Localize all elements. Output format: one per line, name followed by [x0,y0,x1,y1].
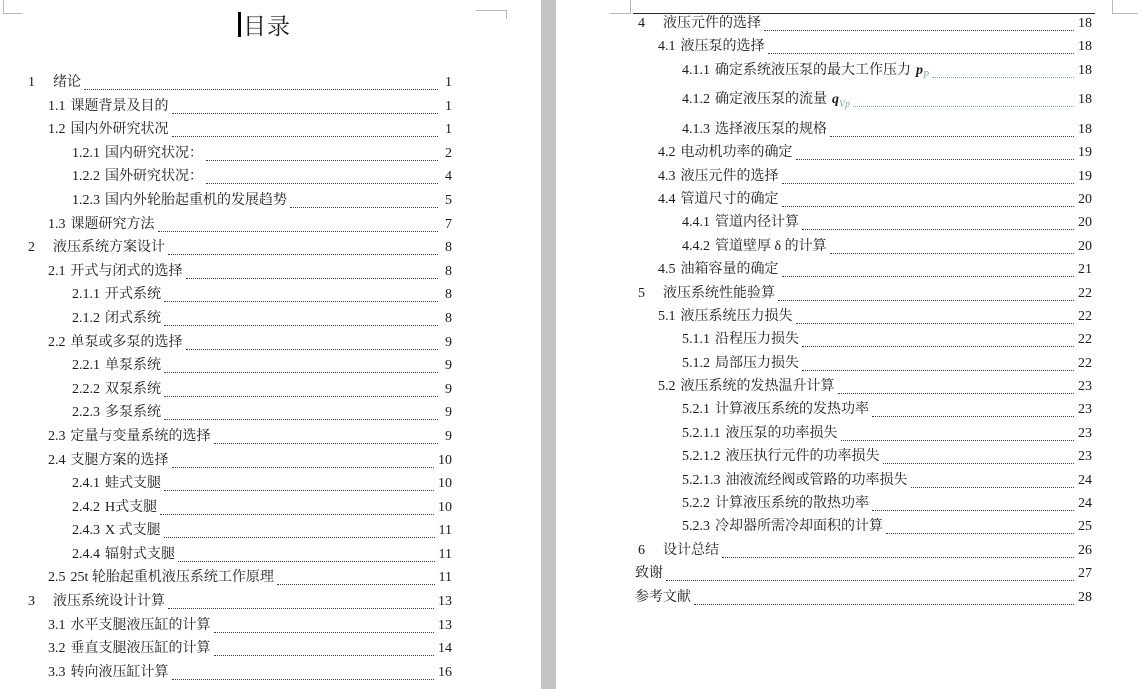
toc-entry-page-number: 9 [445,334,452,350]
toc-entry-label: 双泵系统 [105,381,161,397]
toc-entry-label: 液压系统设计计算 [53,594,165,610]
toc-entry-label: 液压系统压力损失 [680,308,793,324]
toc-entry-page-number: 18 [1078,16,1092,31]
toc-entry-label: 选择液压泵的规格 [715,121,827,137]
toc-entry-page-number: 7 [445,216,452,232]
dot-leader [872,495,1074,511]
toc-entry-number: 2.1.1 [72,287,100,303]
toc-entry-page-number: 20 [1078,191,1092,207]
toc-entry[interactable] [0,640,452,664]
toc-entry-number: 4.2 [658,145,676,161]
toc-entry[interactable] [610,285,1092,308]
toc-entry-label: 单泵系统 [105,358,161,374]
toc-entry-label: 开式与闭式的选择 [70,263,183,279]
toc-entry-label: 确定液压泵的流量 [715,92,827,108]
toc-entry-number: 4 [638,16,645,31]
toc-entry-number: 4.1 [658,39,676,55]
toc-entry-page-number: 22 [1078,285,1092,301]
toc-entry-number: 5.2.1.1 [682,425,721,441]
dot-leader [666,565,1074,581]
toc-entry-page-number: 20 [1078,238,1092,254]
dot-leader [186,263,439,279]
toc-entry-number: 3 [28,594,35,610]
toc-entry-number: 4.1.2 [682,92,710,108]
toc-entry-page-number: 21 [1078,262,1092,278]
dot-leader [782,261,1075,277]
toc-entry-number: 3.2 [48,641,66,657]
dot-leader [178,546,435,562]
toc-entry-number: 2.4.1 [72,476,100,492]
toc-entry[interactable] [0,475,452,499]
toc-entry-label: 沿程压力损失 [715,332,799,348]
toc-entry-page-number: 23 [1078,425,1092,441]
toc-entry-number: 6 [638,542,645,558]
page-gutter [541,0,556,689]
text-boundary-corner-mark [610,0,631,14]
toc-entry-page-number: 8 [445,287,452,303]
toc-entry-label: 设计总结 [663,542,719,558]
toc-entry-label: 管道壁厚 δ 的计算 [715,238,827,254]
dot-leader [168,239,438,255]
toc-entry-number: 3.1 [48,617,66,633]
dot-leader [164,286,438,302]
toc-entry-number: 5.1 [658,308,676,324]
toc-entry-label: 参考文献 [635,589,691,605]
toc-entry[interactable] [610,518,1092,541]
toc-entry-label: 课题背景及目的 [70,98,169,114]
dot-leader [830,121,1074,137]
dot-leader [841,425,1075,441]
toc-entry-page-number: 18 [1078,62,1092,78]
toc-entry-number: 2.2.2 [72,381,100,397]
toc-entry[interactable] [0,216,452,240]
toc-entry-number: 2.2 [48,334,66,350]
toc-entry-number: 5.2.1.2 [682,449,721,465]
dot-leader [164,357,438,373]
toc-entry-number: 5 [638,285,645,301]
toc-entry-number: 1.1 [48,98,66,114]
toc-entry-page-number: 9 [445,428,452,444]
toc-entry-page-number: 1 [445,122,452,138]
dot-leader [214,428,439,444]
toc-entry-page-number: 10 [438,452,452,468]
toc-entry-page-number: 5 [445,192,452,208]
toc-entry-label: H式支腿 [105,499,158,515]
dot-leader [802,331,1074,347]
toc-entry[interactable] [610,91,1092,121]
toc-entry-page-number: 19 [1078,168,1092,184]
dot-leader [838,378,1075,394]
toc-entry[interactable] [610,331,1092,354]
toc-entry-label: 局部压力损失 [715,355,799,371]
toc-entry-label: 支腿方案的选择 [70,452,169,468]
dot-leader [172,121,439,137]
toc-entry[interactable] [610,542,1092,565]
toc-entry[interactable] [610,425,1092,448]
dot-leader [778,285,1074,301]
toc-entry-label: 液压系统性能验算 [663,285,775,301]
toc-entry[interactable] [610,495,1092,518]
toc-entry[interactable] [610,472,1092,495]
toc-entry-page-number: 4 [445,169,452,185]
toc-entry-label: 辐射式支腿 [105,546,175,562]
dot-leader [214,617,435,633]
toc-entry-label: 转向液压缸计算 [70,664,169,680]
toc-entry-number: 4.3 [658,168,676,184]
toc-entry-label: 管道内径计算 [715,215,799,231]
dot-leader [277,569,435,585]
toc-entry-number: 4.1.3 [682,121,710,137]
toc-entry[interactable] [0,357,452,381]
toc-entry-page-number: 23 [1078,379,1092,395]
toc-entry-number: 1.2.1 [72,145,100,161]
text-boundary-corner-mark [3,0,22,14]
dot-leader [764,15,1074,31]
toc-entry[interactable] [0,334,452,358]
toc-entry-label: 确定系统液压泵的最大工作压力 [715,62,911,78]
dot-leader [158,216,439,232]
toc-entry-page-number: 9 [445,405,452,421]
toc-page-1 [0,0,541,689]
toc-entry-label: 管道尺寸的确定 [680,191,779,207]
toc-entry-page-number: 22 [1078,332,1092,348]
toc-entry[interactable] [610,168,1092,191]
toc-entry-label: 多泵系统 [105,405,161,421]
dot-leader [768,38,1075,54]
toc-entry-page-number: 10 [438,499,452,515]
toc-entry-label: 油箱容量的确定 [680,262,779,278]
toc-entry-label: X 式支腿 [105,523,161,539]
toc-entry-page-number: 22 [1078,308,1092,324]
toc-entry[interactable] [0,263,452,287]
toc-entry[interactable] [610,378,1092,401]
toc-entry-page-number: 9 [445,381,452,397]
toc-entry-number: 5.2.1.3 [682,472,721,488]
toc-entry[interactable] [0,145,452,169]
toc-entry-label: 致谢 [635,566,663,582]
toc-entry[interactable] [0,404,452,428]
toc-entry[interactable] [610,62,1092,92]
toc-entry-number: 2.4 [48,452,66,468]
dot-leader [911,472,1075,488]
toc-entry-label: 冷却器所需冷却面积的计算 [715,519,883,535]
toc-entry-number: 5.1.1 [682,332,710,348]
toc-entry-label: 液压泵的选择 [680,39,765,55]
dot-leader [84,74,438,90]
toc-entry[interactable] [610,355,1092,378]
toc-entry[interactable] [0,664,452,688]
toc-entry-page-number: 11 [438,546,452,562]
text-boundary-corner-mark [1112,0,1138,14]
toc-entry-page-number: 2 [445,145,452,161]
toc-entry-page-number: 10 [438,476,452,492]
toc-entry-label: 国内外研究状况 [70,122,169,138]
toc-entry-math-symbol: $q_{Vp}$ [832,92,851,111]
toc-page-2 [556,0,1142,689]
toc-entry-page-number: 13 [438,617,452,633]
toc-entry-number: 2.1 [48,263,66,279]
toc-entry-page-number: 27 [1078,566,1092,582]
toc-entry-page-number: 1 [445,98,452,114]
toc-entry-label: 闭式系统 [105,310,161,326]
toc-entry-number: 4.4 [658,191,676,207]
toc-entry-number: 4.4.2 [682,238,710,254]
toc-entry-math-symbol: $p_P$ [916,62,930,81]
toc-entry[interactable] [0,499,452,523]
toc-entry-label: 电动机功率的确定 [680,145,793,161]
toc-entry-page-number: 23 [1078,402,1092,418]
dot-leader [886,518,1074,534]
dot-leader [172,98,439,114]
toc-entry-label: 液压系统方案设计 [53,240,165,256]
dot-leader [796,308,1075,324]
toc-entry-label: 计算液压系统的发热功率 [715,402,869,418]
dot-leader [164,475,434,491]
toc-entry-number: 5.1.2 [682,355,710,371]
toc-entry[interactable] [0,239,452,263]
text-boundary-line [633,13,1095,14]
toc-entry-label: 液压元件的选择 [663,16,761,31]
toc-entry[interactable] [610,214,1092,237]
toc-entry[interactable] [0,381,452,405]
dot-leader [160,499,434,515]
toc-entry-number: 2.2.3 [72,405,100,421]
toc-entry[interactable] [0,569,452,593]
toc-entry[interactable] [610,144,1092,167]
toc-entry-label: 液压泵的功率损失 [725,425,838,441]
toc-entry-page-number: 16 [438,664,452,680]
toc-entry-page-number: 8 [445,263,452,279]
toc-entry[interactable] [610,238,1092,261]
toc-entry[interactable] [0,522,452,546]
dot-leader [722,542,1074,558]
toc-entry-number: 1.2.2 [72,169,100,185]
toc-entry-page-number: 28 [1078,589,1092,605]
dot-leader [830,238,1074,254]
dot-leader [214,640,435,656]
toc-entry-number: 1.2.3 [72,192,100,208]
toc-entry-label: 垂直支腿液压缸的计算 [70,641,211,657]
toc-entry-page-number: 11 [438,570,452,586]
toc-entry-number: 1.2 [48,122,66,138]
dot-leader [164,522,435,538]
toc-entry[interactable] [0,98,452,122]
toc-entry-label: 定量与变量系统的选择 [70,428,211,444]
toc-entry-label: 液压执行元件的功率损失 [725,449,880,465]
toc-entry-number: 2.1.2 [72,310,100,326]
toc-entry-number: 2.4.3 [72,523,100,539]
toc-entry[interactable] [610,121,1092,144]
toc-entry-page-number: 22 [1078,355,1092,371]
toc-entry[interactable] [0,428,452,452]
toc-entry-number: 1.3 [48,216,66,232]
dot-leader [694,589,1074,605]
toc-entry[interactable] [0,168,452,192]
toc-entry-number: 4.5 [658,262,676,278]
toc-entry-page-number: 25 [1078,519,1092,535]
dot-leader [172,452,435,468]
dot-leader [164,310,438,326]
toc-list-page-1 [0,74,541,687]
text-cursor [238,12,241,37]
dot-leader [853,91,1074,107]
dot-leader [782,191,1075,207]
toc-entry-label: 水平支腿液压缸的计算 [70,617,211,633]
toc-entry-label: 液压元件的选择 [680,168,779,184]
toc-entry-page-number: 23 [1078,449,1092,465]
dot-leader [206,145,438,161]
toc-entry-page-number: 11 [438,523,452,539]
toc-entry-page-number: 13 [438,594,452,610]
toc-entry-number: 2.5 [48,570,66,586]
toc-entry[interactable] [0,121,452,145]
toc-entry[interactable] [0,593,452,617]
dot-leader [932,62,1074,78]
toc-entry[interactable] [610,15,1092,38]
toc-entry-label: 25t 轮胎起重机液压系统工作原理 [70,570,274,586]
toc-entry-page-number: 19 [1078,145,1092,161]
toc-entry-label: 蛙式支腿 [105,476,161,492]
dot-leader [164,404,438,420]
toc-entry-number: 3.3 [48,664,66,680]
toc-entry-page-number: 20 [1078,215,1092,231]
toc-entry-label: 油液流经阀或管路的功率损失 [725,472,908,488]
toc-entry-number: 1 [28,75,35,90]
toc-entry-label: 开式系统 [105,287,161,303]
toc-entry-label: 单泵或多泵的选择 [70,334,183,350]
dot-leader [168,593,434,609]
toc-title-text: 目录 [243,14,291,39]
toc-entry[interactable] [0,192,452,216]
toc-entry-label: 绪论 [53,75,81,90]
toc-entry-number: 5.2.1 [682,402,710,418]
toc-entry-label: 国内研究状况： [105,145,203,161]
toc-entry-label: 计算液压系统的散热功率 [715,496,869,512]
toc-entry[interactable] [610,191,1092,214]
toc-entry[interactable] [610,401,1092,424]
toc-entry-page-number: 14 [438,641,452,657]
toc-entry[interactable] [610,261,1092,284]
toc-title [238,8,291,41]
toc-entry-number: 2.2.1 [72,358,100,374]
toc-entry-label: 国内外轮胎起重机的发展趋势 [105,192,287,208]
dot-leader [206,168,438,184]
toc-entry-page-number: 18 [1078,121,1092,137]
toc-entry-page-number: 24 [1078,472,1092,488]
toc-entry-page-number: 1 [445,75,452,90]
toc-entry[interactable] [0,546,452,570]
toc-entry[interactable] [0,74,452,98]
toc-entry-number: 4.1.1 [682,62,710,78]
toc-entry-label: 国外研究状况： [105,169,203,185]
toc-entry[interactable] [610,589,1092,612]
toc-entry-number: 2 [28,240,35,256]
toc-entry[interactable] [0,310,452,334]
dot-leader [172,664,435,680]
dot-leader [164,381,438,397]
toc-entry-number: 5.2.2 [682,496,710,512]
toc-entry[interactable] [0,617,452,641]
toc-entry-number: 5.2 [658,379,676,395]
toc-entry-page-number: 26 [1078,542,1092,558]
dot-leader [186,334,439,350]
toc-entry-number: 5.2.3 [682,519,710,535]
toc-entry-page-number: 8 [445,310,452,326]
toc-entry-label: 液压系统的发热温升计算 [680,379,835,395]
dot-leader [802,355,1074,371]
toc-entry-page-number: 8 [445,240,452,256]
text-boundary-corner-mark [476,10,507,19]
toc-entry[interactable] [0,286,452,310]
toc-entry-page-number: 9 [445,358,452,374]
toc-entry-number: 2.4.4 [72,546,100,562]
dot-leader [290,192,438,208]
toc-entry-label: 课题研究方法 [70,216,155,232]
toc-entry-number: 2.3 [48,428,66,444]
dot-leader [883,448,1075,464]
dot-leader [796,144,1075,160]
dot-leader [782,168,1075,184]
toc-entry-number: 2.4.2 [72,499,100,515]
toc-entry[interactable] [610,565,1092,588]
toc-entry-number: 4.4.1 [682,215,710,231]
toc-entry-page-number: 24 [1078,496,1092,512]
dot-leader [802,214,1074,230]
toc-entry[interactable] [0,452,452,476]
toc-list-page-2 [556,15,1142,612]
toc-entry-page-number: 18 [1078,39,1092,55]
toc-entry-page-number: 18 [1078,92,1092,108]
toc-entry[interactable] [610,38,1092,61]
dot-leader [872,401,1074,417]
toc-entry[interactable] [610,448,1092,471]
toc-entry[interactable] [610,308,1092,331]
